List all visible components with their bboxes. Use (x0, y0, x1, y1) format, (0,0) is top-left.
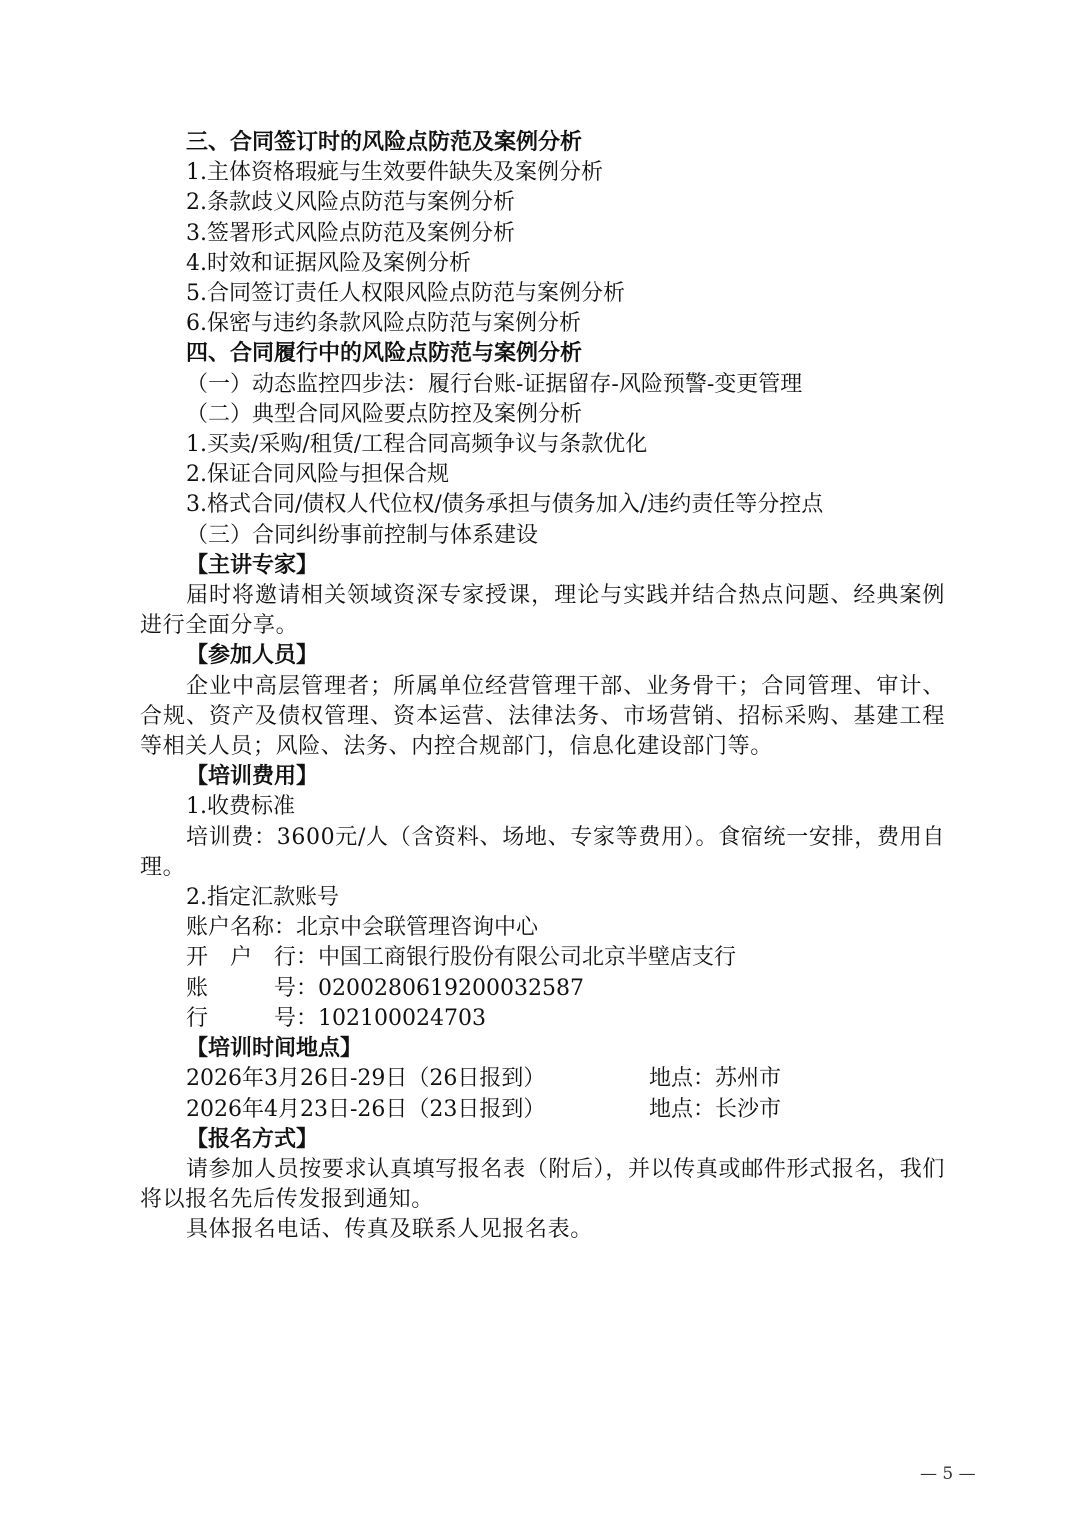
expert-heading: 【主讲专家】 (186, 552, 319, 578)
session-1-place: 地点：苏州市 (649, 1066, 782, 1092)
section-4-subheading-3: （三）合同纠纷事前控制与体系建设 (186, 522, 539, 548)
section-3-item-5: 5.合同签订责任人权限风险点防范与案例分析 (186, 281, 625, 307)
section-3-heading: 三、合同签订时的风险点防范及案例分析 (186, 130, 583, 155)
section-3-item-1: 1.主体资格瑕疵与生效要件缺失及案例分析 (186, 160, 603, 186)
section-3-item-3: 3.签署形式风险点防范及案例分析 (186, 220, 515, 246)
registration-paragraph-1: 请参加人员按要求认真填写报名表（附后），并以传真或邮件形式报名，我们将以报名先后传发报到通知。 (140, 1156, 945, 1213)
section-4-item-2: 2.保证合同风险与担保合规 (186, 462, 449, 488)
remittance-account-label: 2.指定汇款账号 (186, 885, 339, 911)
account-number: 账 号：0200280619200032587 (186, 975, 584, 1001)
participants-heading: 【参加人员】 (186, 643, 319, 669)
session-1-date: 2026年3月26日-29日（26日报到） (186, 1066, 546, 1092)
registration-paragraph-2: 具体报名电话、传真及联系人见报名表。 (186, 1217, 593, 1243)
bank-number: 行 号：102100024703 (186, 1005, 486, 1031)
expert-paragraph: 届时将邀请相关领域资深专家授课，理论与实践并结合热点问题、经典案例进行全面分享。 (140, 583, 945, 639)
fee-standard-paragraph: 培训费：3600元/人（含资料、场地、专家等费用）。食宿统一安排，费用自理。 (140, 824, 945, 880)
fees-heading: 【培训费用】 (186, 764, 319, 790)
section-3-item-4: 4.时效和证据风险及案例分析 (186, 250, 471, 276)
section-4-item-3: 3.格式合同/债权人代位权/债务承担与债务加入/违约责任等分控点 (186, 492, 824, 518)
session-2-date: 2026年4月23日-26日（23日报到） (186, 1096, 546, 1122)
section-4-subheading-1: （一）动态监控四步法：履行台账-证据留存-风险预警-变更管理 (186, 371, 803, 397)
section-3-item-6: 6.保密与违约条款风险点防范与案例分析 (186, 311, 581, 337)
bank-name: 开 户 行：中国工商银行股份有限公司北京半壁店支行 (186, 945, 737, 971)
schedule-row-2 (140, 1095, 945, 1125)
session-2-place: 地点：长沙市 (649, 1096, 782, 1122)
schedule-row-1 (140, 1064, 945, 1094)
registration-heading: 【报名方式】 (186, 1126, 319, 1152)
page-number: — 5 — (920, 1464, 976, 1484)
fee-standard-label: 1.收费标准 (186, 794, 295, 820)
account-name: 账户名称：北京中会联管理咨询中心 (186, 915, 539, 941)
section-4-heading: 四、合同履行中的风险点防范与案例分析 (186, 341, 583, 367)
section-4-item-1: 1.买卖/采购/租赁/工程合同高频争议与条款优化 (186, 432, 648, 458)
document-body (140, 128, 945, 1246)
section-4-subheading-2: （二）典型合同风险要点防控及案例分析 (186, 401, 583, 427)
section-3-item-2: 2.条款歧义风险点防范与案例分析 (186, 190, 515, 216)
participants-paragraph: 企业中高层管理者；所属单位经营管理干部、业务骨干；合同管理、审计、合规、资产及债权管理、资本运营、法律法务、市场营销、招标采购、基建工程等相关人员；风险、法务、内控合规部门，信息化建设部门等。 (140, 673, 945, 760)
schedule-heading: 【培训时间地点】 (186, 1036, 363, 1062)
